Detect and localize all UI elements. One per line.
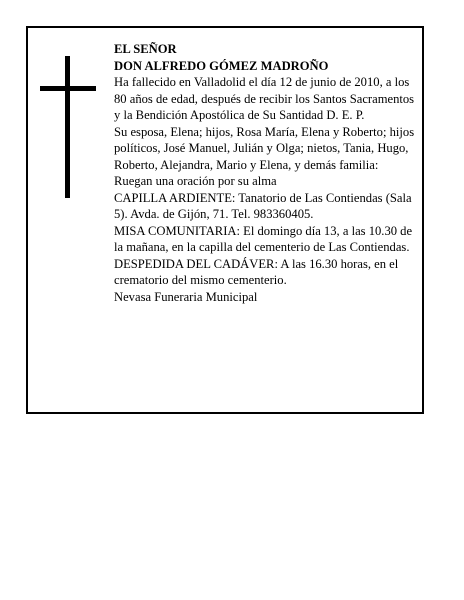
deceased-title: EL SEÑOR: [114, 42, 177, 56]
obituary-notice: [26, 26, 424, 414]
chapel-info: CAPILLA ARDIENTE: Tanatorio de Las Contiendas (Sala 5). Avda. de Gijón, 71. Tel. 983360405.: [114, 190, 412, 221]
cross-vertical-bar: [65, 56, 70, 198]
cross-icon: [40, 56, 96, 198]
deceased-name: DON ALFREDO GÓMEZ MADROÑO: [114, 58, 329, 73]
prayer-request: Ruegan una oración por su alma: [114, 174, 277, 188]
farewell-info: DESPEDIDA DEL CADÁVER: A las 16.30 horas, en el crematorio del mismo cementerio.: [114, 256, 399, 287]
cross-horizontal-bar: [40, 86, 96, 91]
funeral-home: Nevasa Funeraria Municipal: [114, 289, 258, 304]
death-announcement: Ha fallecido en Valladolid el día 12 de junio de 2010, a los 80 años de edad, después de recibir los Santos Sacramentos y la Bendición Apostólica de Su Santidad D. E. P.: [114, 75, 415, 122]
obituary-text: [114, 41, 422, 305]
mass-info: MISA COMUNITARIA: El domingo día 13, a las 10.30 de la mañana, en la capilla del cementerio de Las Contiendas.: [114, 223, 413, 254]
family-list: Su esposa, Elena; hijos, Rosa María, Elena y Roberto; hijos políticos, José Manuel, Julián y Olga; nietos, Tania, Hugo, Roberto, Alejandra, Mario y Elena, y demás familia:: [114, 124, 415, 172]
